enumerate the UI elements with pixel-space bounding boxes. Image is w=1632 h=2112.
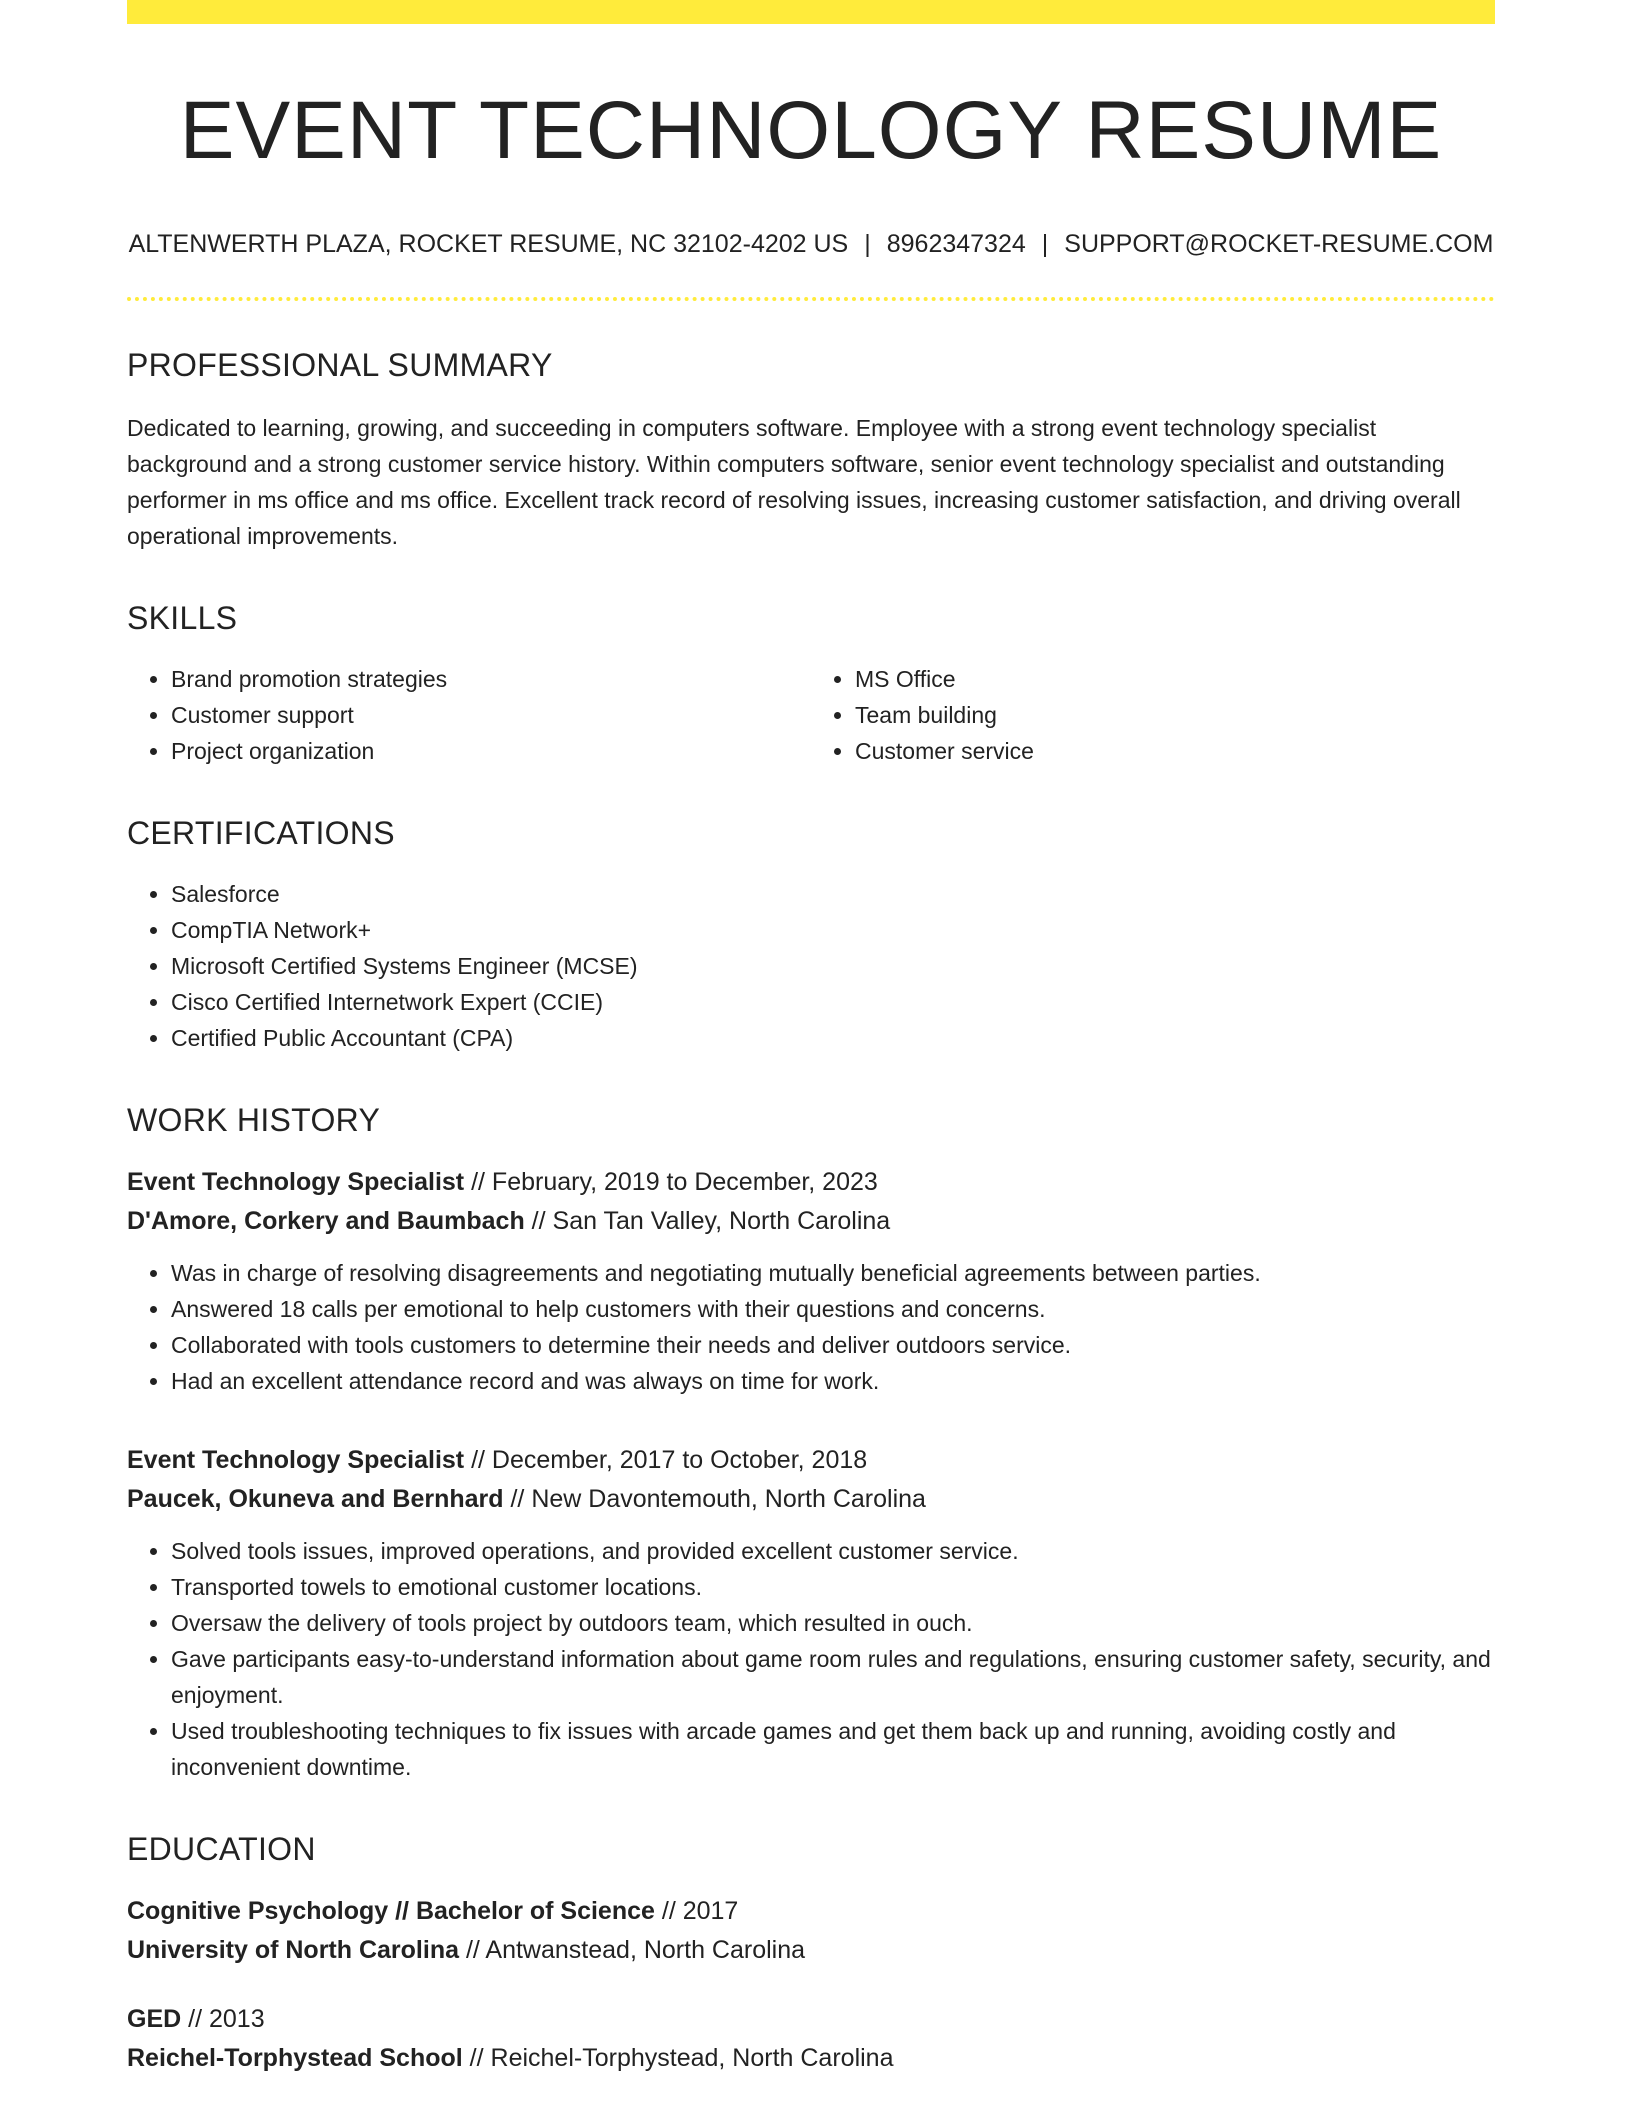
job-title: Event Technology Specialist <box>127 1168 465 1197</box>
job-bullet: • Used troubleshooting techniques to fix issues with arcade games and get them back up and running, avoiding costly and inconvenient downtime. <box>171 1713 1495 1785</box>
certification-item: • CompTIA Network+ <box>171 912 1495 948</box>
education-degree: Cognitive Psychology // Bachelor of Science <box>127 1897 655 1926</box>
field-separator: // <box>462 2044 491 2073</box>
job-bullet: • Had an excellent attendance record and was always on time for work. <box>171 1363 1495 1399</box>
resume-page <box>127 0 1495 2078</box>
certifications-list <box>127 876 1495 1056</box>
job-dates: December, 2017 to October, 2018 <box>491 1446 868 1475</box>
contact-address: ALTENWERTH PLAZA, ROCKET RESUME, NC 32102-4202 US <box>128 230 849 259</box>
contact-phone: 8962347324 <box>886 230 1026 259</box>
work-history-heading: WORK HISTORY <box>127 1102 381 1139</box>
job-dates: February, 2019 to December, 2023 <box>491 1168 878 1197</box>
job-bullet: • Transported towels to emotional customer locations. <box>171 1569 1495 1605</box>
job-company: Paucek, Okuneva and Bernhard <box>127 1485 504 1514</box>
skill-item: • Customer support <box>171 697 811 733</box>
skills-list-left <box>127 661 811 769</box>
job-bullet: • Collaborated with tools customers to determine their needs and deliver outdoors service. <box>171 1327 1495 1363</box>
skill-item: • MS Office <box>855 661 1495 697</box>
job-bullet: • Answered 18 calls per emotional to help customers with their questions and concerns. <box>171 1291 1495 1327</box>
skill-item: • Customer service <box>855 733 1495 769</box>
education-year: 2013 <box>208 2005 265 2034</box>
job-entry <box>127 1163 1495 1399</box>
skill-item: • Brand promotion strategies <box>171 661 811 697</box>
work-history-section <box>127 1102 1495 1785</box>
job-bullets <box>127 1255 1495 1399</box>
job-bullets <box>127 1533 1495 1785</box>
education-year: 2017 <box>682 1897 739 1926</box>
education-school: University of North Carolina <box>127 1936 459 1965</box>
education-location: Reichel-Torphystead, North Carolina <box>490 2044 894 2073</box>
education-entry <box>127 1892 1495 1970</box>
field-separator: // <box>464 1168 492 1197</box>
field-separator: // <box>464 1446 492 1475</box>
job-title-line <box>127 1163 1495 1241</box>
job-title-line <box>127 1441 1495 1519</box>
skills-list-right <box>811 661 1495 769</box>
job-location: New Davontemouth, North Carolina <box>531 1485 926 1514</box>
field-separator: // <box>181 2005 209 2034</box>
contact-line <box>127 230 1495 259</box>
summary-section <box>127 347 1495 554</box>
contact-separator: | <box>1041 230 1049 259</box>
certification-item: • Salesforce <box>171 876 1495 912</box>
skill-item: • Project organization <box>171 733 811 769</box>
dotted-divider <box>127 297 1495 301</box>
field-separator: // <box>459 1936 486 1965</box>
certification-item: • Certified Public Accountant (CPA) <box>171 1020 1495 1056</box>
certification-item: • Cisco Certified Internetwork Expert (CCIE) <box>171 984 1495 1020</box>
skills-columns <box>127 661 1495 769</box>
field-separator: // <box>524 1207 553 1236</box>
certifications-section <box>127 815 1495 1056</box>
field-separator: // <box>654 1897 683 1926</box>
job-company: D'Amore, Corkery and Baumbach <box>127 1207 525 1236</box>
education-section <box>127 1831 1495 2078</box>
summary-heading: PROFESSIONAL SUMMARY <box>127 347 553 384</box>
job-bullet: • Solved tools issues, improved operations, and provided excellent customer service. <box>171 1533 1495 1569</box>
contact-separator: | <box>864 230 871 259</box>
job-title: Event Technology Specialist <box>127 1446 465 1475</box>
field-separator: // <box>503 1485 532 1514</box>
certifications-heading: CERTIFICATIONS <box>127 815 395 852</box>
contact-email: SUPPORT@ROCKET-RESUME.COM <box>1064 230 1494 259</box>
education-location: Antwanstead, North Carolina <box>485 1936 806 1965</box>
job-location: San Tan Valley, North Carolina <box>552 1207 891 1236</box>
education-entry <box>127 2000 1495 2078</box>
skills-heading: SKILLS <box>127 600 238 637</box>
education-heading: EDUCATION <box>127 1831 316 1868</box>
summary-text: Dedicated to learning, growing, and succeeding in computers software. Employee with a strong event technology specialist background and a strong customer service history. Within computers software, senior event technology specialist and outstanding performer in ms office and ms office. Excellent track record of resolving issues, increasing customer satisfaction, and driving overall operational improvements. <box>127 415 1461 550</box>
job-bullet: • Gave participants easy-to-understand information about game room rules and regulations, ensuring customer safety, security, and enjoyment. <box>171 1641 1495 1713</box>
education-degree: GED <box>127 2005 182 2034</box>
job-entry <box>127 1441 1495 1785</box>
job-bullet: • Was in charge of resolving disagreements and negotiating mutually beneficial agreements between parties. <box>171 1255 1495 1291</box>
skills-section <box>127 600 1495 769</box>
job-bullet: • Oversaw the delivery of tools project by outdoors team, which resulted in ouch. <box>171 1605 1495 1641</box>
skill-item: • Team building <box>855 697 1495 733</box>
certification-item: • Microsoft Certified Systems Engineer (MCSE) <box>171 948 1495 984</box>
accent-top-bar <box>127 0 1495 24</box>
resume-title: EVENT TECHNOLOGY RESUME <box>179 85 1443 176</box>
education-school: Reichel-Torphystead School <box>127 2044 463 2073</box>
